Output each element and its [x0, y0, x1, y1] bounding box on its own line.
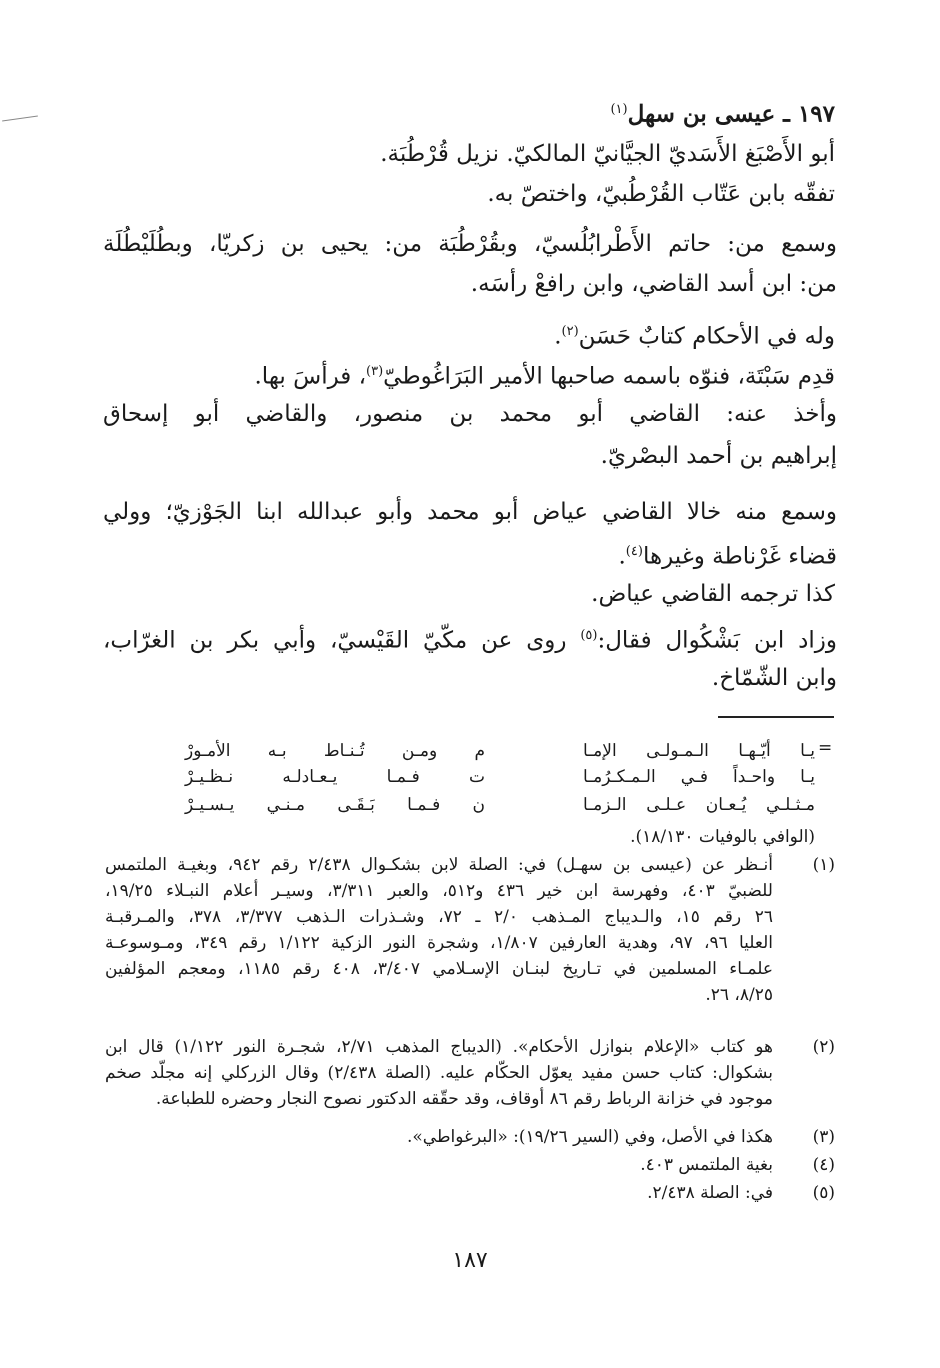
entry-title: ١٩٧ ـ عيسى بن سهل — [627, 100, 835, 128]
footnote-marker-3: (٣) — [366, 364, 384, 379]
entry-heading — [105, 92, 835, 133]
body-line-7: وأخذ عنه: القاضي أبو محمد بن منصور، والقاضي أبو إسحاق — [103, 401, 837, 427]
margin-mark — [2, 115, 38, 121]
footnote-number: (٥) — [812, 1183, 835, 1203]
poem-hemistich-2a: يـا واحـداً فـي الـمـكـرُمـا — [583, 767, 815, 787]
footnote-line: ٢٦ رقم ١٥، والـديباج المـذهب ٢/٠ ـ ٧٢، وشـذرات الـذهب ٣/٣٧٧، ٣٧٨، والمـرقبـة — [105, 907, 774, 927]
poem-hemistich-1a: يـا أيّـهـا الـمـولـى الإمـا — [583, 741, 815, 761]
body-line-5-text: وله في الأحكام كتابٌ حَسَن — [578, 323, 835, 350]
poem-hemistich-3a: مـثـلـي يُـعـان عـلـى الـزمـا — [583, 795, 815, 815]
footnote-marker-5: (٥) — [580, 628, 598, 643]
body-line-10 — [107, 534, 837, 575]
footnote-2 — [105, 1034, 835, 1112]
footnote-line: هكذا في الأصل، وفي (السير ١٩/٢٦): «البرغواطي». — [407, 1127, 773, 1147]
footnote-body — [105, 1034, 773, 1112]
footnote-line: هو كتاب «الإعلام بنوازل الأحكام». (الديباج المذهب ٢/٧١، شجـرة النور ١/١٢٢) قال ابن — [105, 1037, 774, 1057]
footnote-line: علمـاء المسلمين في تـاريخ لبنـان الإسـلامي ٣/٤٠٧، ٤٠٨ رقم ١١٨٥، ومعجم المؤلفين — [105, 959, 773, 979]
footnote-marker-1: (١) — [610, 102, 628, 117]
footnote-body — [105, 852, 773, 1008]
footnote-number: (٣) — [812, 1127, 835, 1147]
poem-hemistich-3b: ن فـمـا بَـقَـى مـنـي يـسـيـرْ — [185, 795, 485, 815]
footnote-line: العليا ٩٦، ٩٧، وهدية العارفين ١/٨٠٧، وشجرة النور الزكية ١/١٢٢ رقم ٣٤٩، ومـوسوعـة — [105, 933, 773, 953]
footnote-4 — [105, 1152, 835, 1178]
body-line-6-text: قدِم سَبْتَة، فنوّه باسمه صاحبها الأمير البَرَاغُوطيّ — [383, 363, 835, 390]
footnote-line: في: الصلة ٢/٤٣٨. — [647, 1183, 773, 1203]
footnote-3 — [105, 1124, 835, 1150]
body-line-2: تفقّه بابن عَتّاب القُرْطُبيّ، واختصّ به. — [487, 181, 835, 207]
footnote-number: (٢) — [812, 1037, 835, 1057]
page-number: ١٨٧ — [452, 1248, 488, 1273]
body-line-3: وسمع من: حاتم الأَطْرابُلُسيّ، وبقُرْطُبَة من: يحيى بن زكريّا، وبطُلَيْطُلَة — [103, 231, 837, 257]
footnote-marker-4: (٤) — [625, 544, 643, 559]
continuation-mark: = — [818, 738, 833, 758]
footnote-line: بغية الملتمس ٤٠٣. — [640, 1155, 773, 1175]
footnote-number: (٤) — [812, 1155, 835, 1175]
period: . — [554, 323, 562, 350]
footnote-5 — [105, 1180, 835, 1206]
body-line-6-tail: ، فرأسَ بها. — [254, 363, 367, 390]
footnote-line: للضبيّ ٤٠٣، وفهرسة ابن خير ٤٣٦ و٥١٢، والعبر ٣/٣١١، وسيـر أعلام النبـلاء ١٩/٢٥، — [105, 881, 773, 901]
period: . — [618, 543, 626, 570]
body-line-4: من: ابن أسد القاضي، وابن رافعْ رأسَه. — [470, 271, 837, 297]
body-line-1: أبو الأَصْبَغ الأَسَديّ الجيَّانيّ المالكيّ. نزيل قُرْطُبَة. — [380, 141, 835, 167]
body-line-12-lead: وزاد ابن بَشْكُوال فقال: — [597, 627, 838, 654]
footnote-line: أنـظر عن (عيسى بن سهـل) في: الصلة لابن بشكـوال ٢/٤٣٨ رقم ٩٤٢، وبغيـة الملتمس — [105, 855, 773, 875]
footnote-line: بشكوال: كتاب حسن مفيد يعوّل الحكّام عليه. (الصلة ٢/٤٣٨) وقال الزركلي إنه مجلّد صخم — [105, 1063, 774, 1083]
body-line-11: كذا ترجمه القاضي عياض. — [591, 581, 835, 607]
footnote-body — [105, 1180, 773, 1206]
footnote-separator — [718, 716, 834, 718]
body-line-10-text: قضاء غَرْناطة وغيرها — [642, 543, 837, 570]
body-line-8: إبراهيم بن أحمد البصْريّ. — [600, 443, 837, 469]
footnote-line: موجود في خزانة الرباط رقم ٨٦ أوقاف، وقد حقّقه الدكتور نصوح النجار وحضره للطباعة. — [155, 1089, 773, 1109]
body-line-12-quote: روى عن مكّيّ القَيْسيّ، وأبي بكر بن الغرّاب، — [103, 627, 567, 654]
footnote-line: ٨/٢٥، ٢٦. — [705, 985, 773, 1005]
body-line-13: وابن الشّمّاخ. — [711, 665, 837, 691]
body-line-9: وسمع منه خالا القاضي عياض أبو محمد وأبو عبدالله ابنا الجَوْزيّ؛ وولي — [103, 499, 837, 525]
poem-hemistich-2b: ت فـمـا يـعـادلـه نـظـيـرْ — [185, 767, 485, 787]
body-line-6 — [105, 354, 835, 395]
footnote-1 — [105, 852, 835, 1008]
poem-hemistich-1b: م ومـن تُـنـاط بـه الأمـورْ — [185, 741, 485, 761]
footnote-number: (١) — [812, 855, 835, 875]
body-line-12: وزاد ابن بَشْكُوال فقال:$^{(٥)}$‎‏ روى عن مكّيّ القَيْسيّ، وأبي بكر بن الغرّاب، — [103, 627, 838, 654]
footnote-marker-2: (٢) — [561, 324, 579, 339]
body-line-5 — [105, 314, 835, 355]
footnote-body — [105, 1124, 773, 1150]
poem-source: (الوافي بالوفيات ١٨/١٣٠). — [630, 827, 815, 847]
footnote-body — [105, 1152, 773, 1178]
